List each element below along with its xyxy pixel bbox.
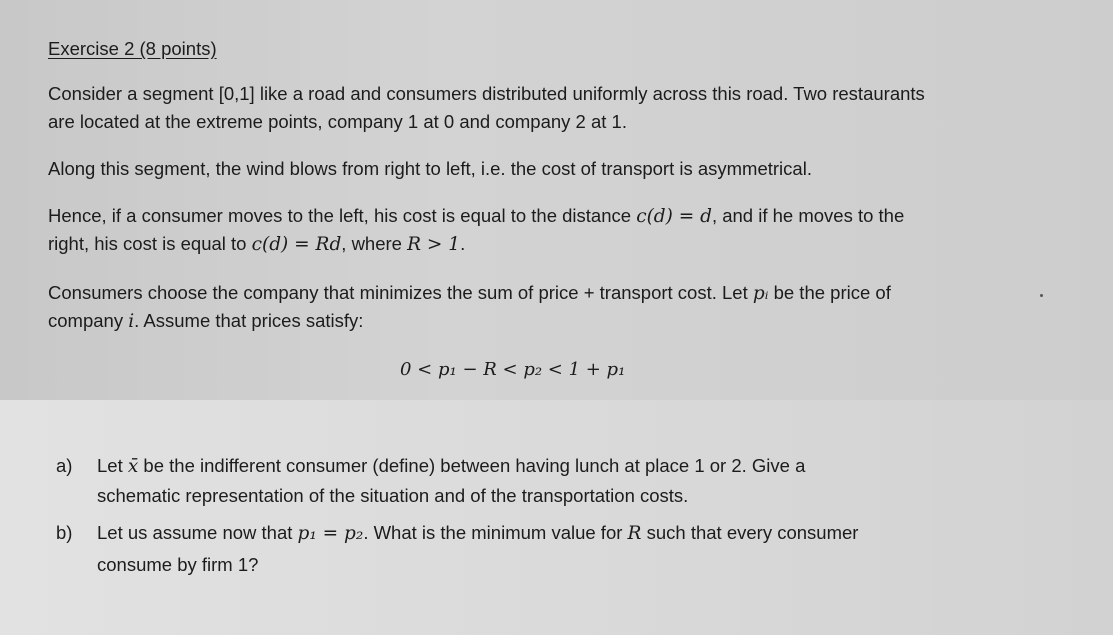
text-span: , where xyxy=(341,233,408,254)
math-price: pᵢ xyxy=(752,283,769,304)
text-span: . What is the minimum value for xyxy=(363,522,628,543)
paragraph-1-line-1: Consider a segment [0,1] like a road and consumers distributed uniformly across this road. Two restaurants xyxy=(48,83,925,104)
math-r: R xyxy=(627,523,642,544)
paragraph-1-line-2: are located at the extreme points, company 1 at 0 and company 2 at 1. xyxy=(48,111,627,132)
question-b-label: b) xyxy=(56,522,73,543)
text-span: company xyxy=(48,310,129,331)
math-equal-prices: p₁ = p₂ xyxy=(297,523,364,544)
question-b-line-1 xyxy=(97,520,858,547)
lower-photo-region xyxy=(0,400,1113,635)
text-span: Let xyxy=(97,455,128,476)
text-span: Hence, if a consumer moves to the left, his cost is equal to the distance xyxy=(48,205,637,226)
price-inequality: 0 < p₁ − R < p₂ < 1 + p₁ xyxy=(400,359,626,380)
paragraph-3-line-2 xyxy=(48,231,465,258)
paragraph-4-line-2 xyxy=(48,308,363,335)
paragraph-2: Along this segment, the wind blows from right to left, i.e. the cost of transport is asymmetrical. xyxy=(48,158,812,179)
math-company-index: i xyxy=(128,311,135,332)
math-cost-left: c(d) = d xyxy=(636,206,712,227)
text-span: , and if he moves to the xyxy=(711,205,905,226)
text-span: such that every consumer xyxy=(641,522,859,543)
paragraph-4-line-1 xyxy=(48,280,891,307)
question-b-line-2: consume by firm 1? xyxy=(97,554,259,575)
text-span: Let us assume now that xyxy=(97,522,298,543)
text-span: . Assume that prices satisfy: xyxy=(134,310,364,331)
question-a-line-2: schematic representation of the situation and of the transportation costs. xyxy=(97,485,689,506)
question-a-line-1 xyxy=(97,453,805,480)
text-span: . xyxy=(460,233,466,254)
text-span: right, his cost is equal to xyxy=(48,233,252,254)
stray-mark xyxy=(1040,294,1043,297)
text-span: be the indifferent consumer (define) between having lunch at place 1 or 2. Give a xyxy=(138,455,806,476)
text-span: Consumers choose the company that minimizes the sum of price + transport cost. Let xyxy=(48,282,753,303)
math-cost-right: c(d) = Rd xyxy=(251,234,342,255)
math-indifferent-consumer: x̄ xyxy=(127,456,139,477)
text-span: be the price of xyxy=(768,282,891,303)
exercise-heading: Exercise 2 (8 points) xyxy=(48,38,217,59)
paragraph-3-line-1 xyxy=(48,203,904,230)
question-a-label: a) xyxy=(56,455,73,476)
math-r-condition: R > 1 xyxy=(407,234,461,255)
